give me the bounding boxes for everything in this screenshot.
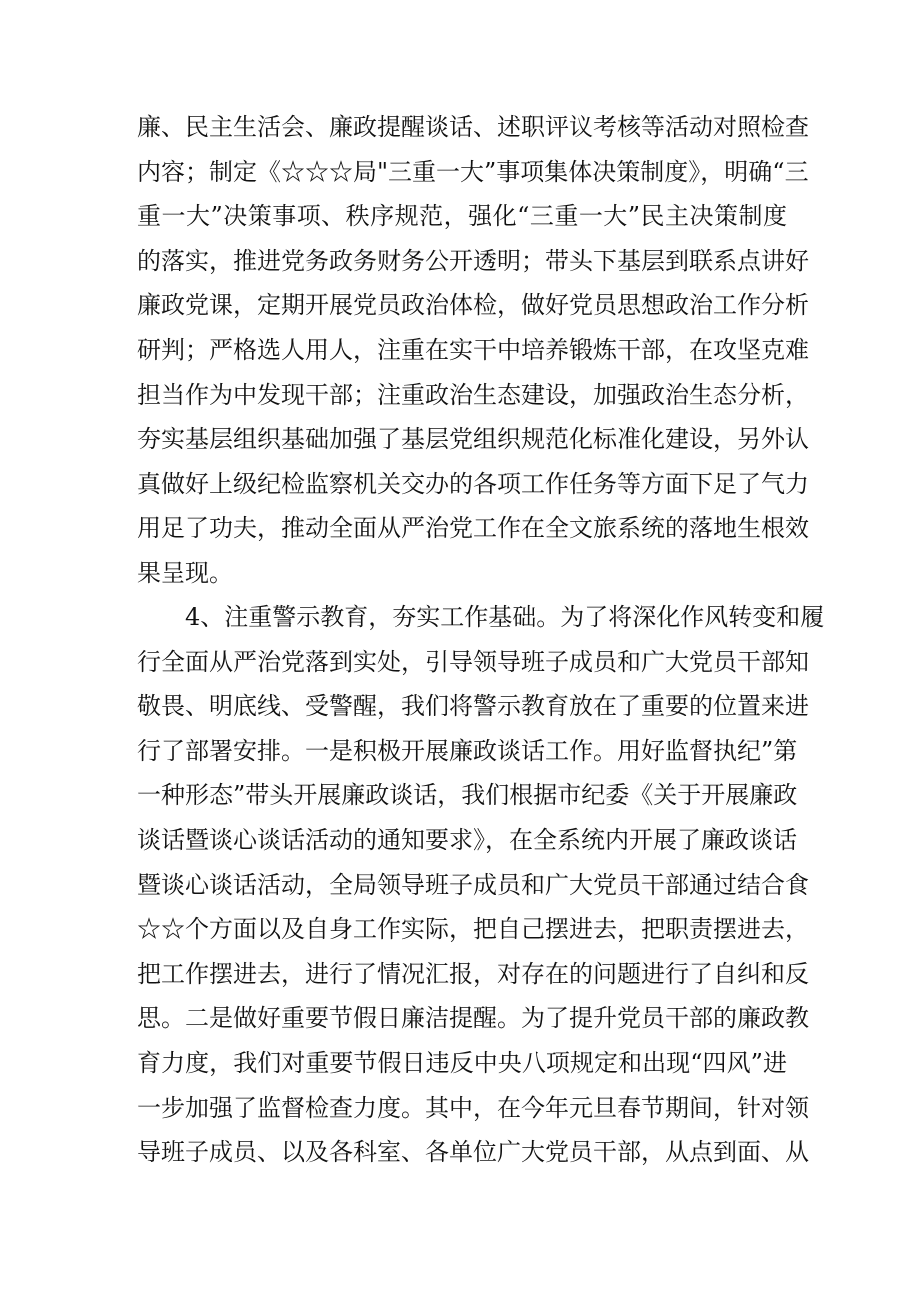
text-line: 思。二是做好重要节假日廉洁提醒。为了提升党员干部的廉政教 bbox=[137, 1004, 809, 1033]
text-line: ☆☆个方面以及自身工作实际，把自己摆进去，把职责摆进去， bbox=[137, 915, 809, 944]
text-line: 真做好上级纪检监察机关交办的各项工作任务等方面下足了气力 bbox=[137, 469, 809, 498]
text-line: 的落实，推进党务政务财务公开透明；带头下基层到联系点讲好 bbox=[137, 246, 809, 275]
text-line: 谈话暨谈心谈话活动的通知要求》，在全系统内开展了廉政谈话 bbox=[137, 825, 797, 854]
text-line: 行了部署安排。一是积极开展廉政谈话工作。用好监督执纪”第 bbox=[137, 736, 798, 765]
text-line: 用足了功夫，推动全面从严治党工作在全文旅系统的落地生根效 bbox=[137, 514, 809, 543]
text-line: 内容；制定《☆☆☆局"三重一大”事项集体决策制度》，明确“三 bbox=[137, 157, 809, 186]
text-line: 暨谈心谈话活动，全局领导班子成员和广大党员干部通过结合食 bbox=[137, 870, 809, 899]
text-line: 廉政党课，定期开展党员政治体检，做好党员思想政治工作分析 bbox=[137, 291, 809, 320]
text-line: 果呈现。 bbox=[137, 558, 233, 587]
text-line: 敬畏、明底线、受警醒，我们将警示教育放在了重要的位置来进 bbox=[137, 692, 809, 721]
text-line: 夯实基层组织基础加强了基层党组织规范化标准化建设，另外认 bbox=[137, 425, 809, 454]
text-line: 一步加强了监督检查力度。其中，在今年元旦春节期间，针对领 bbox=[137, 1093, 809, 1122]
text-line: 担当作为中发现干部；注重政治生态建设，加强政治生态分析， bbox=[137, 380, 809, 409]
text-line: 4、注重警示教育，夯实工作基础。为了将深化作风转变和履 bbox=[185, 603, 825, 631]
paragraph-1 bbox=[137, 105, 809, 596]
text-line: 重一大”决策事项、秩序规范，强化“三重一大”民主决策制度 bbox=[137, 202, 787, 231]
text-line: 把工作摆进去，进行了情况汇报，对存在的问题进行了自纠和反 bbox=[137, 959, 809, 988]
text-line: 行全面从严治党落到实处，引导领导班子成员和广大党员干部知 bbox=[137, 647, 809, 676]
text-line: 研判；严格选人用人，注重在实干中培养锻炼干部，在攻坚克难 bbox=[137, 335, 809, 364]
text-line: 一种形态”带头开展廉政谈话，我们根据市纪委《关于开展廉政 bbox=[137, 781, 798, 810]
text-line: 导班子成员、以及各科室、各单位广大党员干部，从点到面、从 bbox=[137, 1138, 809, 1167]
text-line: 廉、民主生活会、廉政提醒谈话、述职评议考核等活动对照检查 bbox=[137, 113, 809, 141]
paragraph-2 bbox=[137, 595, 825, 1175]
text-line: 育力度，我们对重要节假日违反中央八项规定和出现“四风”进 bbox=[137, 1048, 787, 1077]
